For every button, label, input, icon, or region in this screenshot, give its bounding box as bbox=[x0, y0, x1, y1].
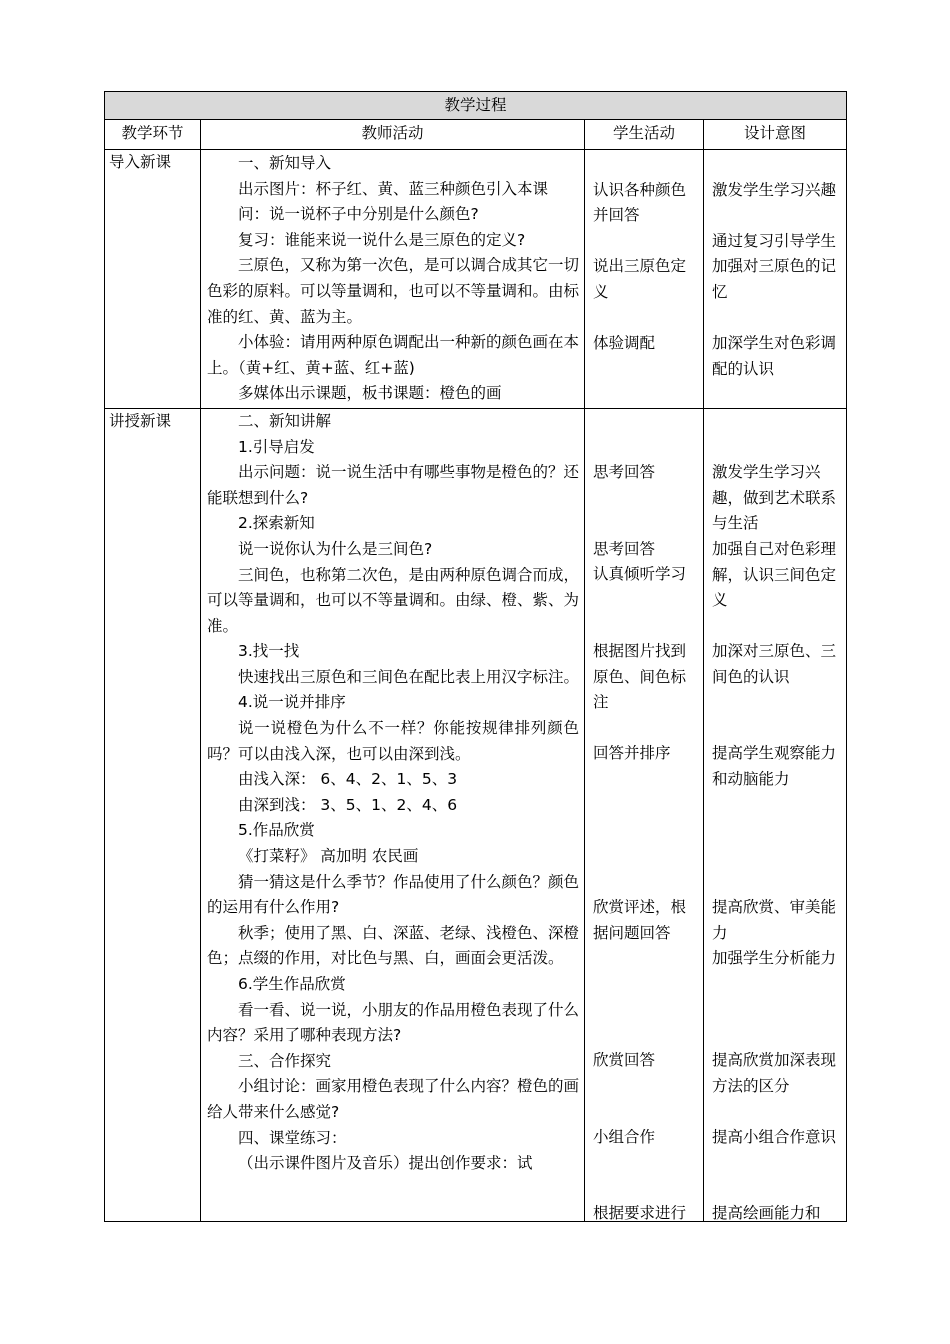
teacher-line: 6.学生作品欣赏 bbox=[238, 975, 346, 993]
header-row bbox=[105, 120, 847, 150]
design-intent: 加强自己对色彩理解，认识三间色定义 bbox=[712, 539, 837, 610]
design-intent: 提高绘画能力和 bbox=[712, 1203, 821, 1221]
teacher-line: 2.探索新知 bbox=[238, 514, 315, 533]
teacher-cell bbox=[201, 408, 585, 1221]
student-activity: 回答并排序 bbox=[593, 743, 671, 762]
teacher-line: 四、课堂练习： bbox=[238, 1128, 347, 1147]
design-intent: 加深学生对色彩调配的认识 bbox=[712, 334, 837, 378]
teacher-line: 4.说一说并排序 bbox=[238, 693, 346, 712]
teacher-line: 小体验：请用两种原色调配出一种新的颜色画在本上。（黄+红、黄+蓝、红+蓝) bbox=[207, 333, 580, 377]
teacher-line: 问：说一说杯子中分别是什么颜色? bbox=[238, 205, 479, 224]
student-activity: 欣赏评述，根据问题回答 bbox=[593, 897, 687, 942]
design-intent: 提高欣赏、审美能力 bbox=[712, 897, 837, 942]
design-intent: 提高学生观察能力和动脑能力 bbox=[712, 743, 837, 788]
title-row bbox=[105, 92, 847, 120]
intent-cell bbox=[704, 150, 847, 409]
header-intent: 设计意图 bbox=[704, 120, 847, 150]
teacher-line: 一、新知导入 bbox=[238, 154, 332, 172]
teacher-line: 小组讨论：画家用橙色表现了什么内容？橙色的画给人带来什么感觉? bbox=[207, 1077, 580, 1121]
teacher-line: 由浅入深： 6、4、2、1、5、3 bbox=[238, 770, 458, 789]
student-activity: 认真倾听学习 bbox=[593, 564, 687, 583]
teacher-line: 复习：谁能来说一说什么是三原色的定义? bbox=[238, 230, 526, 249]
student-activity: 根据要求进行 bbox=[593, 1203, 687, 1221]
teacher-line: 三间色，也称第二次色，是由两种原色调合而成，可以等量调和，也可以不等量调和。由绿、橙、紫、为准。 bbox=[207, 565, 580, 635]
teacher-line: 三、合作探究 bbox=[238, 1051, 332, 1070]
header-stage: 教学环节 bbox=[105, 120, 201, 150]
teacher-line: 秋季；使用了黑、白、深蓝、老绿、浅橙色、深橙色；点缀的作用，对比色与黑、白，画面会更活泼。 bbox=[207, 923, 580, 968]
lesson-table bbox=[104, 91, 847, 1222]
design-intent: 提高小组合作意识 bbox=[712, 1127, 837, 1146]
design-intent: 提高欣赏加深表现方法的区分 bbox=[712, 1050, 837, 1095]
student-activity: 根据图片找到原色、间色标注 bbox=[593, 641, 687, 712]
student-activity: 思考回答 bbox=[593, 462, 656, 481]
stage-cell bbox=[105, 150, 201, 409]
teacher-line: 出示图片：杯子红、黄、蓝三种颜色引入本课 bbox=[238, 179, 549, 198]
teacher-line: 看一看、说一说，小朋友的作品用橙色表现了什么内容？采用了哪种表现方法? bbox=[207, 1000, 580, 1045]
student-cell bbox=[585, 150, 704, 409]
student-activity: 思考回答 bbox=[593, 539, 656, 558]
stage-cell bbox=[105, 408, 201, 1221]
teacher-line: 二、新知讲解 bbox=[238, 411, 332, 430]
stage-label: 讲授新课 bbox=[109, 411, 172, 430]
teacher-line: 说一说你认为什么是三间色? bbox=[238, 539, 433, 558]
student-activity: 欣赏回答 bbox=[593, 1050, 656, 1069]
teacher-line: 多媒体出示课题，板书课题：橙色的画 bbox=[238, 384, 502, 403]
student-activity: 小组合作 bbox=[593, 1127, 656, 1146]
student-activity: 说出三原色定义 bbox=[593, 257, 687, 301]
teacher-line: 1.引导启发 bbox=[238, 437, 315, 456]
design-intent: 激发学生学习兴趣 bbox=[712, 180, 837, 199]
teacher-line: 猜一猜这是什么季节？作品使用了什么颜色？颜色的运用有什么作用? bbox=[207, 872, 580, 917]
teacher-line: 5.作品欣赏 bbox=[238, 821, 315, 840]
intent-cell bbox=[704, 408, 847, 1221]
student-cell bbox=[585, 408, 704, 1221]
teacher-line: 《打菜籽》 高加明 农民画 bbox=[238, 847, 419, 866]
header-student: 学生活动 bbox=[585, 120, 704, 150]
design-intent: 加强学生分析能力 bbox=[712, 948, 837, 967]
design-intent: 激发学生学习兴趣，做到艺术联系与生活 bbox=[712, 462, 837, 533]
teacher-line: 说一说橙色为什么不一样？你能按规律排列颜色吗？可以由浅入深，也可以由深到浅。 bbox=[207, 719, 579, 763]
table-row bbox=[105, 408, 847, 1221]
teacher-line: 快速找出三原色和三间色在配比表上用汉字标注。 bbox=[238, 667, 580, 686]
table-title: 教学过程 bbox=[105, 92, 847, 120]
stage-label: 导入新课 bbox=[109, 153, 172, 171]
teacher-line: 三原色，又称为第一次色，是可以调合成其它一切色彩的原料。可以等量调和，也可以不等量调和。由标准的红、黄、蓝为主。 bbox=[207, 256, 580, 326]
teacher-cell bbox=[201, 150, 585, 409]
design-intent: 通过复习引导学生加强对三原色的记忆 bbox=[712, 231, 837, 301]
student-activity: 体验调配 bbox=[593, 334, 656, 353]
header-teacher: 教师活动 bbox=[201, 120, 585, 150]
student-activity: 认识各种颜色并回答 bbox=[593, 180, 687, 225]
teacher-line: 出示问题：说一说生活中有哪些事物是橙色的？还能联想到什么? bbox=[207, 463, 580, 507]
table-row bbox=[105, 150, 847, 409]
design-intent: 加深对三原色、三间色的认识 bbox=[712, 641, 837, 686]
teacher-line: 由深到浅： 3、5、1、2、4、6 bbox=[238, 795, 458, 814]
teacher-line: （出示课件图片及音乐）提出创作要求：试 bbox=[238, 1154, 533, 1173]
teacher-line: 3.找一找 bbox=[238, 642, 300, 661]
